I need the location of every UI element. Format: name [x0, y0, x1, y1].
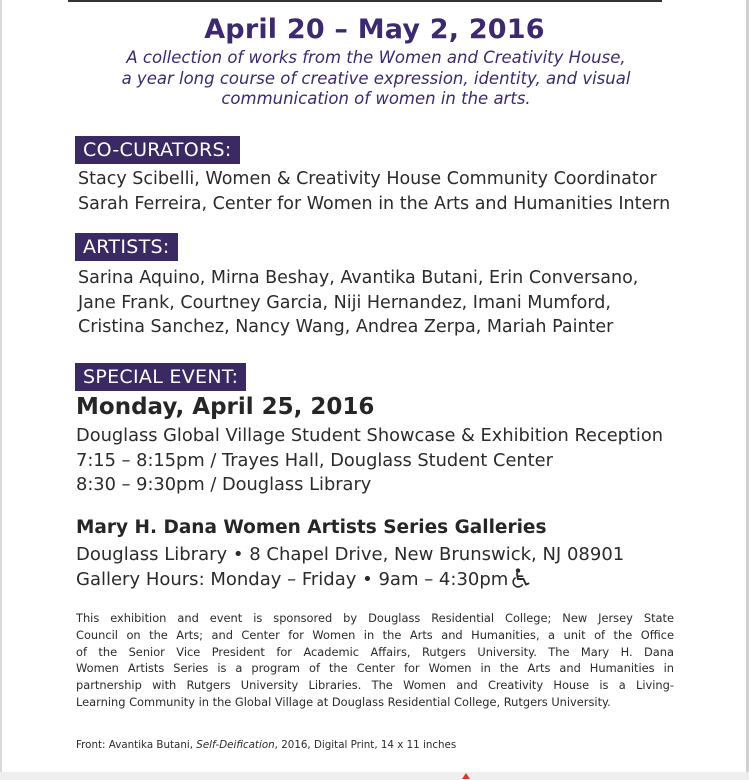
co-curators-label: CO-CURATORS:	[75, 136, 240, 164]
event-line: 7:15 – 8:15pm / Trayes Hall, Douglass Student Center	[76, 449, 553, 471]
intro-line: communication of women in the arts.	[221, 89, 531, 108]
event-line: 8:30 – 9:30pm / Douglass Library	[76, 474, 372, 495]
co-curator-line: Sarah Ferreira, Center for Women in the Arts and Humanities Intern	[78, 193, 671, 214]
artwork-credit	[76, 739, 456, 751]
event-date: Monday, April 25, 2016	[76, 394, 375, 420]
special-event-label: SPECIAL EVENT:	[75, 363, 246, 391]
intro-line: A collection of works from the Women and Creativity House,	[126, 48, 626, 67]
artists-label: ARTISTS:	[75, 233, 178, 261]
event-details	[76, 424, 663, 498]
left-border	[0, 0, 2, 780]
co-curators-list	[78, 167, 670, 216]
event-line: Douglass Global Village Student Showcase & Exhibition Reception	[76, 425, 664, 446]
sponsor-line: of the Senior Vice President for Academic Affairs, Rutgers University. The Mary H. Dana	[76, 644, 674, 659]
credit-prefix: Front: Avantika Butani,	[76, 739, 197, 751]
wheelchair-icon	[512, 568, 530, 595]
sponsor-text	[76, 610, 674, 711]
gallery-hours: Gallery Hours: Monday – Friday • 9am – 4:30pm	[76, 569, 509, 590]
artists-line: Jane Frank, Courtney Garcia, Niji Hernandez, Imani Mumford,	[78, 292, 611, 313]
credit-suffix: , 2016, Digital Print, 14 x 11 inches	[274, 739, 457, 751]
credit-title: Self-Deification	[196, 739, 275, 751]
co-curator-line: Stacy Scibelli, Women & Creativity House Community Coordinator	[78, 169, 657, 189]
gallery-name: Mary H. Dana Women Artists Series Galleries	[76, 517, 547, 538]
artists-line: Sarina Aquino, Mirna Beshay, Avantika Butani, Erin Conversano,	[78, 268, 639, 288]
intro-text	[60, 48, 692, 110]
sponsor-line: Women Artists Series is a program of the Center for Women in the Arts and Humanities in	[76, 661, 674, 676]
gallery-info	[76, 542, 624, 595]
sponsor-line: partnership with Rutgers University Libraries. The Women and Creativity House is a Living-	[76, 678, 674, 693]
bottom-marker	[462, 773, 470, 779]
intro-line: a year long course of creative expression, identity, and visual	[121, 68, 631, 88]
artists-line: Cristina Sanchez, Nancy Wang, Andrea Zerpa, Mariah Painter	[78, 317, 614, 337]
exhibition-dates: April 20 – May 2, 2016	[204, 14, 545, 45]
gallery-hours-row	[76, 567, 624, 595]
sponsor-line: This exhibition and event is sponsored by Douglass Residential College; New Jersey State	[76, 611, 674, 625]
sponsor-line: Council on the Arts; and Center for Women in the Arts and Humanities, a unit of the Office	[76, 627, 674, 642]
bottom-band	[0, 772, 749, 780]
sponsor-line: Learning Community in the Global Village at Douglass Residential College, Rutgers University.	[76, 694, 611, 709]
artists-list	[78, 266, 638, 340]
top-divider	[68, 0, 662, 2]
gallery-address: Douglass Library • 8 Chapel Drive, New Brunswick, NJ 08901	[76, 544, 625, 565]
